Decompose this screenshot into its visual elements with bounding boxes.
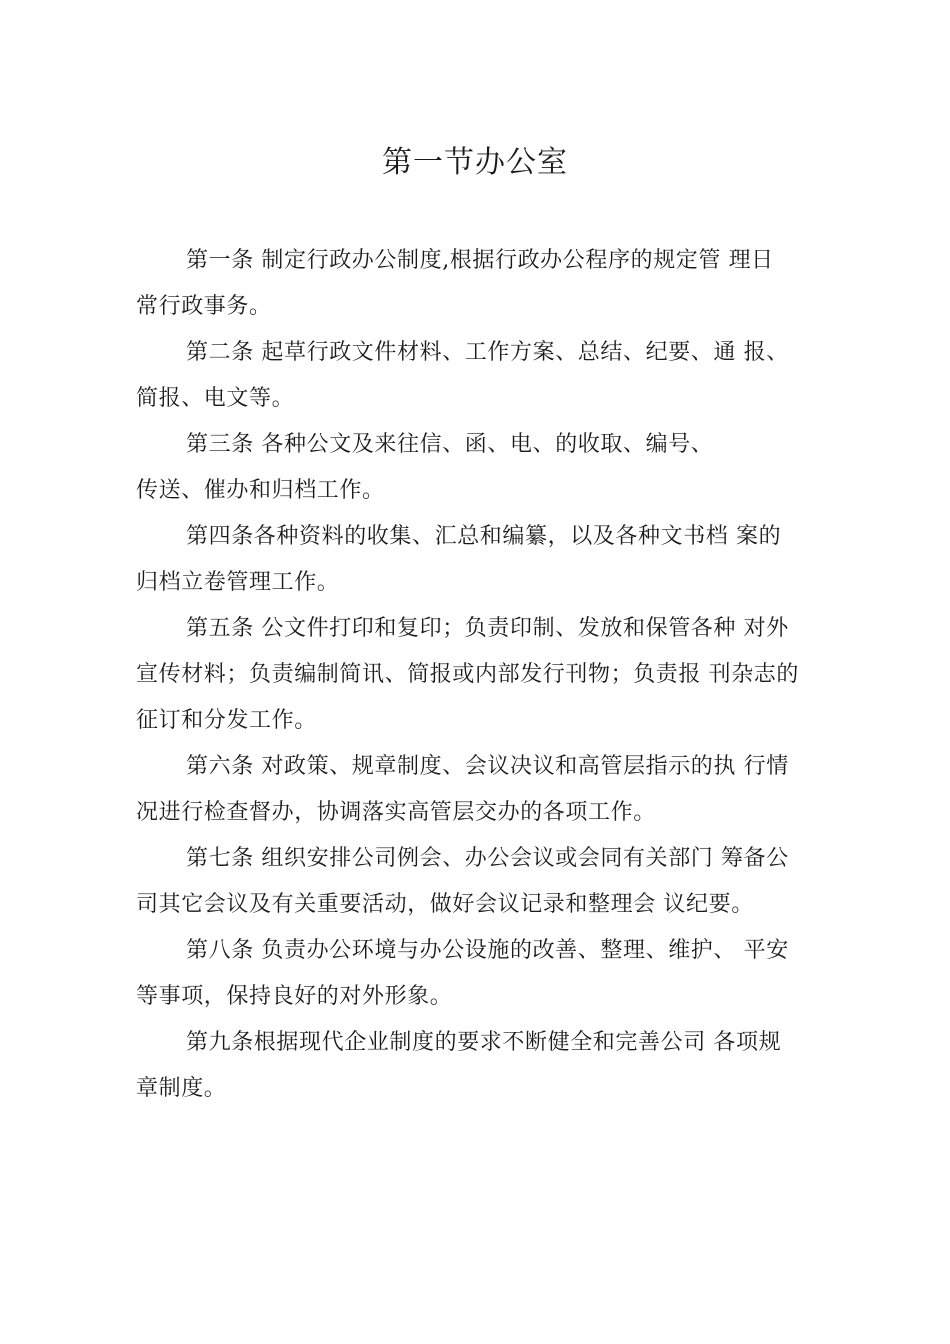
article-line: 章制度。 (136, 1076, 227, 1101)
article-9 (136, 1020, 830, 1112)
article-line: 传送、催办和归档工作。 (136, 478, 385, 503)
article-4 (136, 514, 830, 606)
article-line: 宣传材料；负责编制简讯、简报或内部发行刊物；负责报 刊杂志的 (136, 662, 799, 687)
article-line: 况进行检查督办，协调落实高管层交办的各项工作。 (136, 800, 656, 825)
article-line: 第五条 公文件打印和复印；负责印制、发放和保管各种 对外 (186, 616, 789, 641)
article-7 (136, 836, 830, 928)
article-line: 第三条 各种公文及来往信、函、电、的收取、编号、 (186, 432, 714, 457)
article-line: 征订和分发工作。 (136, 708, 317, 733)
document-body (136, 238, 830, 1112)
article-2 (136, 330, 830, 422)
article-line: 简报、电文等。 (136, 386, 295, 411)
article-line: 第六条 对政策、规章制度、会议决议和高管层指示的执 行情 (186, 754, 789, 779)
article-5 (136, 606, 830, 744)
article-1 (136, 238, 830, 330)
article-line: 常行政事务。 (136, 294, 272, 319)
article-8 (136, 928, 830, 1020)
article-line: 第八条 负责办公环境与办公设施的改善、整理、维护、 平安 (186, 938, 789, 963)
article-line: 第四条各种资料的收集、汇总和编纂，以及各种文书档 案的 (186, 524, 782, 549)
article-line: 归档立卷管理工作。 (136, 570, 340, 595)
article-line: 第一条 制定行政办公制度,根据行政办公程序的规定管 理日 (186, 248, 774, 273)
article-line: 司其它会议及有关重要活动，做好会议记录和整理会 议纪要。 (136, 892, 754, 917)
article-line: 第七条 组织安排公司例会、办公会议或会同有关部门 筹备公 (186, 846, 789, 871)
article-6 (136, 744, 830, 836)
page-title: 第一节办公室 (382, 145, 568, 180)
article-line: 第九条根据现代企业制度的要求不断健全和完善公司 各项规 (186, 1030, 782, 1055)
article-3 (136, 422, 830, 514)
article-line: 第二条 起草行政文件材料、工作方案、总结、纪要、通 报、 (186, 340, 789, 365)
article-line: 等事项，保持良好的对外形象。 (136, 984, 453, 1009)
